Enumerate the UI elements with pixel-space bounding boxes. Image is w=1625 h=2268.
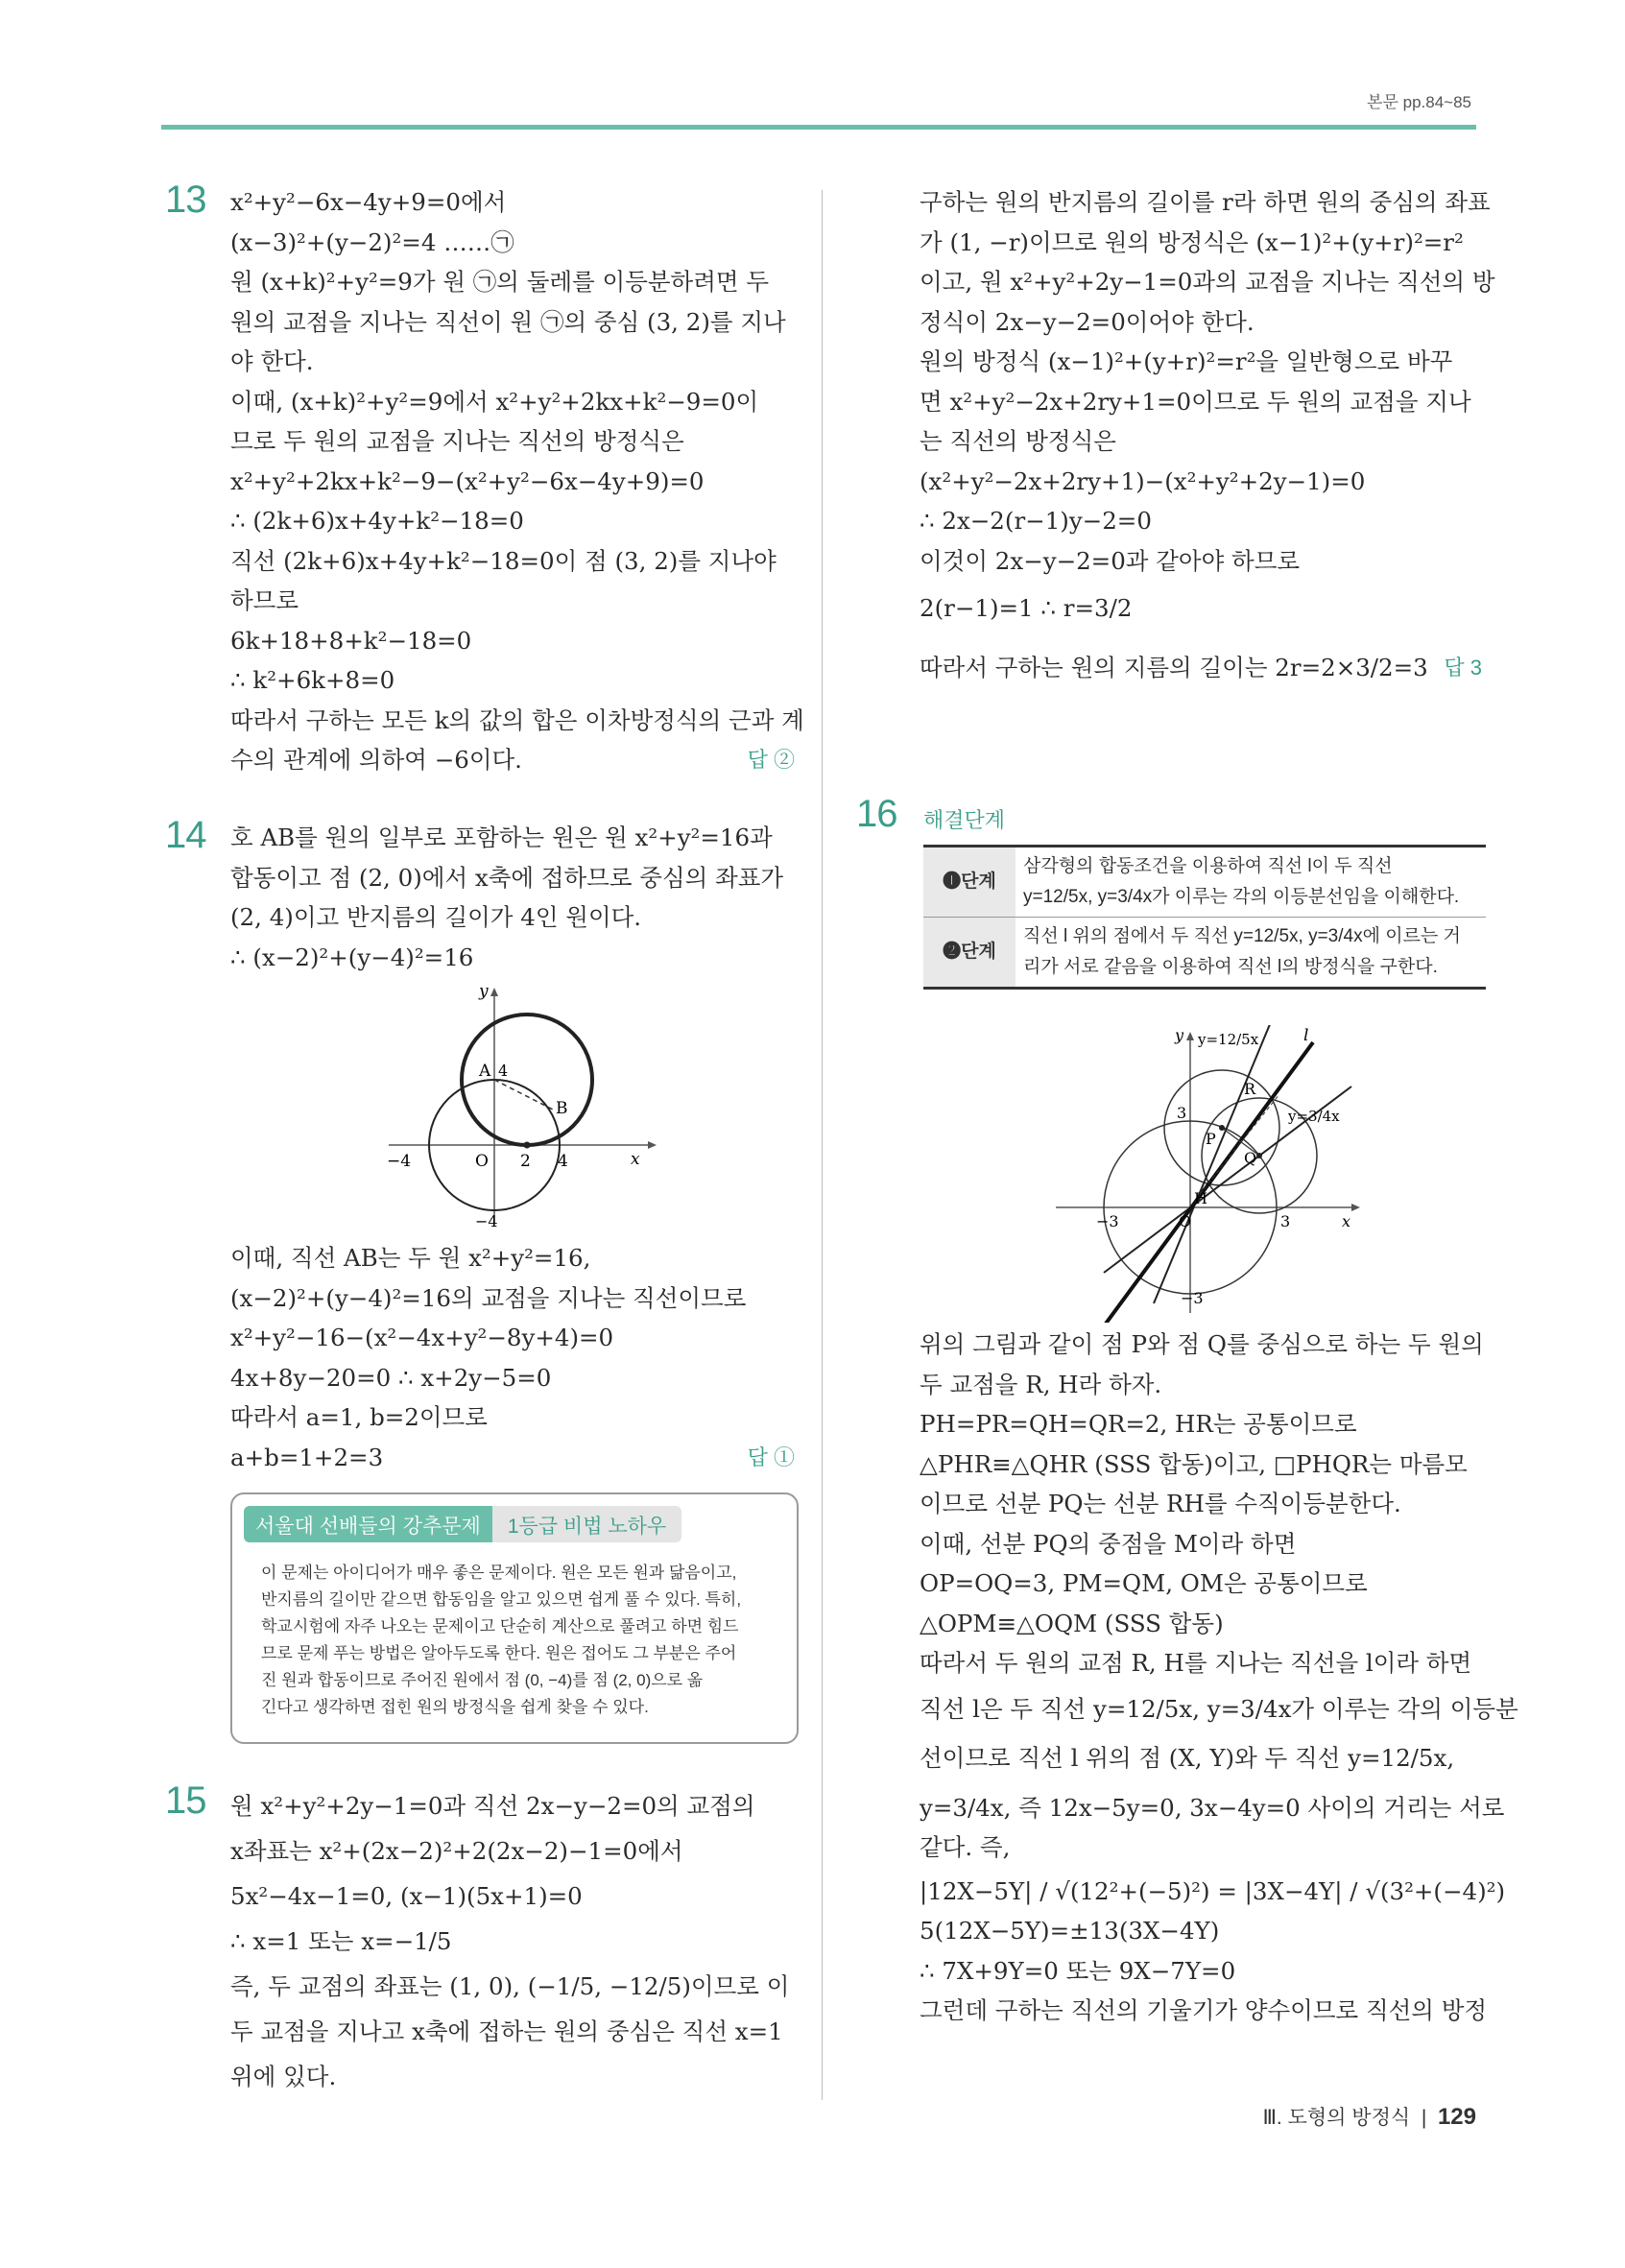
solution-line: 므로 두 원의 교점을 지나는 직선의 방정식은 (230, 427, 684, 455)
solution-line: OP=OQ=3, PM=QM, OM은 공통이므로 (920, 1569, 1368, 1597)
tick-label: −3 (1181, 1289, 1204, 1307)
solution-line: 구하는 원의 반지름의 길이를 r라 하면 원의 중심의 좌표 (920, 188, 1491, 216)
origin-label: O (475, 1152, 489, 1171)
line-label: y=3/4x (1288, 1108, 1340, 1125)
answer-label: 답 ① (747, 1444, 795, 1469)
solution-line: 5x²−4x−1=0, (x−1)(5x+1)=0 (230, 1882, 583, 1910)
solution-line: 합동이고 점 (2, 0)에서 x축에 접하므로 중심의 좌표가 (230, 863, 784, 892)
point-tangent (524, 1142, 531, 1149)
point-label-q: Q (1244, 1149, 1257, 1167)
solution-line: ∴ k²+6k+8=0 (230, 666, 395, 694)
solution-line: 가 (1, −r)이므로 원의 방정식은 (x−1)²+(y+r)²=r² (920, 227, 1464, 256)
solution-line: 4x+8y−20=0 ∴ x+2y−5=0 (230, 1363, 552, 1392)
spacer (920, 581, 1482, 588)
tip-line: 므로 문제 푸는 방법은 알아두도록 한다. 원은 접어도 그 부분은 주어 (261, 1644, 737, 1662)
answer-label: 답 ② (747, 748, 795, 772)
solution-line: 이고, 원 x²+y²+2y−1=0과의 교점을 지나는 직선의 방 (920, 268, 1495, 296)
step-label: ❶단계 (923, 847, 1016, 918)
solution-line: 이것이 2x−y−2=0과 같아야 하므로 (920, 546, 1301, 575)
step-text-line: 직선 l 위의 점에서 두 직선 y=12/5x, y=3/4x에 이르는 거 (1023, 926, 1461, 946)
page-number: 129 (1437, 2104, 1476, 2130)
solution-line: x²+y²+2kx+k²−9−(x²+y²−6x−4y+9)=0 (230, 466, 705, 495)
tip-box (230, 1492, 799, 1744)
solution-line: 이므로 선분 PQ는 선분 RH를 수직이등분한다. (920, 1490, 1401, 1517)
solution-line: 같다. 즉, (920, 1833, 1011, 1861)
axis-label-x: x (631, 1150, 640, 1169)
solution-line: 이때, 직선 AB는 두 원 x²+y²=16, (230, 1244, 591, 1272)
x-axis-arrow (648, 1141, 657, 1149)
chapter-title: Ⅲ. 도형의 방정식 (1262, 2107, 1411, 2129)
axis-label-x: x (1342, 1212, 1351, 1230)
tick-label: −3 (1096, 1212, 1119, 1230)
solution-line: 선이므로 직선 l 위의 점 (X, Y)와 두 직선 y=12/5x, (920, 1744, 1455, 1772)
solution-text: 수의 관계에 의하여 −6이다. (230, 746, 522, 774)
solution-text: 따라서 구하는 원의 지름의 길이는 2r=2×3/2=3 (920, 653, 1428, 681)
tick-label: 3 (1177, 1104, 1187, 1122)
solution-line: ∴ (2k+6)x+4y+k²−18=0 (230, 507, 524, 535)
tip-line: 이 문제는 아이디어가 매우 좋은 문제이다. 원은 모든 원과 닮음이고, (261, 1564, 737, 1582)
problem-number: 15 (165, 1779, 206, 1822)
tick-label: 2 (520, 1152, 531, 1171)
solution-line: 면 x²+y²−2x+2ry+1=0이므로 두 원의 교점을 지나 (920, 387, 1471, 416)
problem-14-solution-a (230, 818, 795, 977)
problem-number: 14 (165, 814, 206, 856)
step-text-line: 리가 서로 같음을 이용하여 직선 l의 방정식을 구한다. (1023, 957, 1438, 977)
tip-line: 반지름의 길이만 같으면 합동임을 알고 있으면 쉽게 풀 수 있다. 특히, (261, 1590, 742, 1609)
solution-line: (x²+y²−2x+2ry+1)−(x²+y²+2y−1)=0 (920, 466, 1366, 495)
y-axis-arrow (1186, 1032, 1194, 1040)
solution-line: 는 직선의 방정식은 (920, 427, 1116, 455)
tip-title: 서울대 선배들의 강추문제 (244, 1506, 492, 1542)
solution-line: y=3/4x, 즉 12x−5y=0, 3x−4y=0 사이의 거리는 서로 (920, 1793, 1505, 1822)
problem-15-solution (230, 1783, 795, 2099)
solution-line: 따라서 두 원의 교점 R, H를 지나는 직선을 l이라 하면 (920, 1649, 1472, 1677)
solution-line: 원 x²+y²+2y−1=0과 직선 2x−y−2=0의 교점의 (230, 1792, 755, 1820)
step-text (1016, 847, 1486, 918)
tip-header (244, 1506, 681, 1542)
solution-line: ∴ (x−2)²+(y−4)²=16 (230, 943, 474, 971)
line-label-l: l (1303, 1026, 1309, 1045)
solution-line: 정식이 2x−y−2=0이어야 한다. (920, 307, 1255, 336)
point-q (1256, 1153, 1262, 1158)
point-label-b: B (556, 1099, 568, 1118)
solution-line: 원 (x+k)²+y²=9가 원 ㉠의 둘레를 이등분하려면 두 (230, 268, 769, 296)
spacer (920, 629, 1482, 636)
solution-line: 즉, 두 교점의 좌표는 (1, 0), (−1/5, −12/5)이므로 이 (230, 1972, 790, 2000)
solution-line: |12X−5Y| / √(12²+(−5)²) = |3X−4Y| / √(3²+(−4)²) (920, 1876, 1506, 1905)
top-rule (161, 125, 1476, 130)
tip-line: 학교시험에 자주 나오는 문제이고 단순히 계산으로 풀려고 하면 힘드 (261, 1617, 739, 1635)
solution-line: 따라서 a=1, b=2이므로 (230, 1403, 488, 1431)
axis-label-y: y (479, 982, 489, 1001)
tick-label: 3 (1280, 1212, 1291, 1230)
solution-line: PH=PR=QH=QR=2, HR는 공통이므로 (920, 1410, 1357, 1438)
step-row (923, 918, 1486, 989)
page-footer (1262, 2102, 1476, 2131)
y-axis-arrow (490, 988, 498, 996)
solution-line: x²+y²−16−(x²−4x+y²−8y+4)=0 (230, 1324, 614, 1351)
tip-line: 긴다고 생각하면 접힌 원의 방정식을 쉽게 찾을 수 있다. (261, 1698, 649, 1716)
tick-label: −4 (387, 1152, 412, 1171)
solution-line: 직선 l은 두 직선 y=12/5x, y=3/4x가 이루는 각의 이등분 (920, 1694, 1518, 1723)
point-label-h: H (1194, 1189, 1207, 1207)
solution-line (230, 1438, 795, 1478)
step-label: ❷단계 (923, 918, 1016, 989)
tick-label: −4 (475, 1212, 498, 1229)
problem-number: 13 (165, 179, 206, 221)
solution-line: 원의 방정식 (x−1)²+(y+r)²=r²을 일반형으로 바꾸 (920, 347, 1453, 375)
solution-line: 그런데 구하는 직선의 기울기가 양수이므로 직선의 방정 (920, 1996, 1488, 2024)
column-divider (822, 190, 823, 2100)
solution-line: 이때, (x+k)²+y²=9에서 x²+y²+2kx+k²−9=0이 (230, 387, 759, 416)
solution-line: ∴ x=1 또는 x=−1/5 (230, 1927, 452, 1955)
solution-line: 위의 그림과 같이 점 P와 점 Q를 중심으로 하는 두 원의 (920, 1330, 1484, 1358)
solution-line: 2(r−1)=1 ∴ r=3/2 (920, 594, 1133, 622)
step-text (1016, 918, 1486, 989)
solution-line: (2, 4)이고 반지름의 길이가 4인 원이다. (230, 903, 642, 931)
tip-line: 진 원과 합동이므로 주어진 원에서 점 (0, −4)를 점 (2, 0)으로 옮 (261, 1671, 704, 1689)
solution-line: 두 교점을 지나고 x축에 접하는 원의 중심은 직선 x=1 (230, 2017, 783, 2045)
steps-table (923, 845, 1486, 990)
step-text-line: y=12/5x, y=3/4x가 이루는 각의 이등분선임을 이해한다. (1023, 887, 1460, 907)
solution-line: (x−3)²+(y−2)²=4 ……㉠ (230, 227, 514, 256)
solution-line: 원의 교점을 지나는 직선이 원 ㉠의 중심 (3, 2)를 지나 (230, 307, 786, 336)
solution-line: x좌표는 x²+(2x−2)²+2(2x−2)−1=0에서 (230, 1837, 683, 1865)
problem-14-solution-b (230, 1238, 795, 1477)
solution-line: (x−2)²+(y−4)²=16의 교점을 지나는 직선이므로 (230, 1283, 747, 1312)
figure-16 (1046, 1025, 1373, 1323)
tip-body (261, 1560, 770, 1721)
x-axis-arrow (1351, 1204, 1360, 1211)
solution-line: 6k+18+8+k²−18=0 (230, 626, 472, 655)
solution-line: ∴ 7X+9Y=0 또는 9X−7Y=0 (920, 1956, 1236, 1985)
solution-line: 5(12X−5Y)=±13(3X−4Y) (920, 1917, 1220, 1945)
solution-line: △PHR≡△QHR (SSS 합동)이고, □PHQR는 마름모 (920, 1449, 1468, 1478)
point-label-r: R (1244, 1080, 1256, 1098)
page-reference: 본문 pp.84~85 (1367, 93, 1471, 111)
solution-line: x²+y²−6x−4y+9=0에서 (230, 188, 507, 216)
step-text-line: 삼각형의 합동조건을 이용하여 직선 l이 두 직선 (1023, 856, 1393, 876)
problem-15-continuation (920, 182, 1495, 687)
origin-label: O (1179, 1212, 1192, 1230)
solution-line: 호 AB를 원의 일부로 포함하는 원은 원 x²+y²=16과 (230, 824, 773, 851)
solution-line: 이때, 선분 PQ의 중점을 M이라 하면 (920, 1529, 1297, 1558)
point-label-p: P (1206, 1130, 1216, 1148)
solution-line: 두 교점을 R, H라 하자. (920, 1370, 1162, 1398)
axis-label-y: y (1175, 1026, 1184, 1044)
steps-title: 해결단계 (923, 808, 1006, 832)
solution-text: a+b=1+2=3 (230, 1443, 384, 1471)
problem-number: 16 (856, 793, 897, 835)
solution-line: 따라서 구하는 모든 k의 값의 합은 이차방정식의 근과 계 (230, 705, 804, 734)
tick-label: 4 (558, 1152, 568, 1171)
solution-line: △OPM≡△OQM (SSS 합동) (920, 1609, 1224, 1637)
step-row (923, 847, 1486, 918)
solution-line: 하므로 (230, 586, 299, 614)
solution-line (230, 740, 795, 780)
tip-subtitle: 1등급 비법 노하우 (492, 1506, 681, 1542)
chord-ab (494, 1080, 553, 1110)
solution-line: 직선 (2k+6)x+4y+k²−18=0이 점 (3, 2)를 지나야 (230, 546, 777, 575)
problem-13-solution (230, 182, 804, 780)
tick-label: 4 (498, 1062, 509, 1080)
solution-line (920, 648, 1482, 688)
line-label: y=12/5x (1198, 1031, 1259, 1048)
problem-16-solution (920, 1325, 1518, 2031)
footer-separator: | (1415, 2107, 1433, 2129)
point-p (1219, 1125, 1225, 1131)
answer-label: 답 3 (1444, 655, 1482, 680)
solution-line: ∴ 2x−2(r−1)y−2=0 (920, 507, 1152, 535)
point-label-a: A (479, 1062, 491, 1081)
figure-14 (379, 979, 667, 1229)
solution-line: 야 한다. (230, 347, 314, 375)
solution-line: 위에 있다. (230, 2063, 337, 2090)
